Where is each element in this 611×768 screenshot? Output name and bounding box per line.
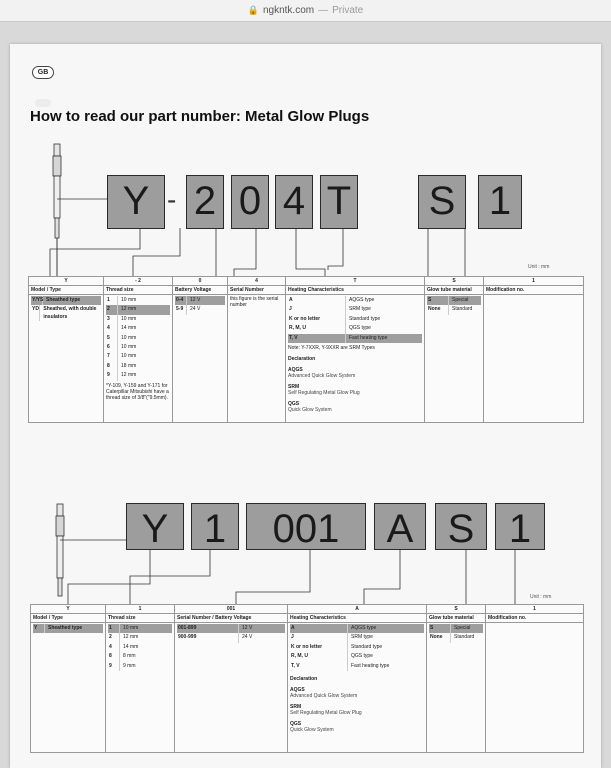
code-col-glow: S (425, 277, 484, 286)
serial-text: this figure is the serial number (230, 296, 279, 308)
part-letter-s2: S (435, 503, 487, 550)
decl-text: Quick Glow System (288, 406, 332, 413)
model-cell (29, 295, 104, 423)
code-col-heating: A (288, 605, 427, 614)
list-item: 9 12 mm (106, 371, 170, 380)
header-glow: Glow tube material (425, 286, 484, 295)
list-item: T, V Fast heating type (288, 334, 422, 343)
heating-cell (286, 295, 425, 423)
code-col-voltage: 0 (173, 277, 228, 286)
part-digit-1a: 1 (191, 503, 239, 550)
glow-cell (427, 623, 486, 753)
list-item: 5-9 24 V (175, 305, 225, 314)
decl-term: SRM (290, 703, 302, 710)
serial-cell (175, 623, 288, 753)
decl-text: Quick Glow System (290, 726, 334, 733)
list-item: 900-999 24 V (177, 633, 285, 642)
page-title: How to read our part number: Metal Glow Plugs (30, 108, 370, 125)
list-item: T, V Fast heating type (290, 662, 424, 671)
list-item: K or no letter Standard type (290, 643, 424, 652)
header-mod: Modification no. (486, 614, 584, 623)
list-item: 8 18 mm (106, 362, 170, 371)
header-model: Model / Type (31, 614, 106, 623)
mod-cell (484, 295, 584, 423)
thread-note: *Y-109, Y-159 and Y-171 for Caterpillar Mitsubishi have a thread size of 3/8"("9.5mm). (106, 382, 169, 401)
decl-term: SRM (288, 383, 300, 390)
model-cell (31, 623, 106, 753)
list-item: K or no letter Standard type (288, 315, 422, 324)
part-serial-001: 001 (246, 503, 366, 550)
decl-text: Self Regulating Metal Glow Plug (290, 709, 362, 716)
code-col-mod: 1 (486, 605, 584, 614)
part-letter-y: Y (107, 175, 165, 229)
part-letter-t: T (320, 175, 358, 229)
part-digit-2: 2 (186, 175, 224, 229)
header-heating: Heating Characteristics (288, 614, 427, 623)
code-col-serial: 001 (175, 605, 288, 614)
list-item: 8 8 mm (108, 652, 172, 661)
list-item: 2 12 mm (108, 633, 172, 642)
list-item: 4 14 mm (106, 324, 170, 333)
unit-label: Unit : mm (530, 594, 552, 600)
list-item: 3 10 mm (106, 315, 170, 324)
code-col-glow: S (427, 605, 486, 614)
list-item: 9 9 mm (108, 662, 172, 671)
code-col-thread: 1 (106, 605, 175, 614)
part-letter-a: A (374, 503, 426, 550)
list-item: 7 10 mm (106, 352, 170, 361)
list-item: Y Sheathed type (33, 624, 103, 633)
header-serial: Serial Number / Battery Voltage (175, 614, 288, 623)
header-heating: Heating Characteristics (286, 286, 425, 295)
decl-text: Advanced Quick Glow System (288, 372, 356, 379)
private-label: Private (332, 5, 364, 16)
list-item: 5 10 mm (106, 334, 170, 343)
declaration-heading: Declaration (290, 675, 318, 682)
list-item: YD Sheathed, with double insulators (32, 306, 97, 321)
unit-label: Unit : mm (528, 264, 550, 270)
part-dash: - (167, 184, 177, 215)
code-col-serial: 4 (228, 277, 286, 286)
part-letter-y2: Y (126, 503, 184, 550)
list-item: S Special (427, 296, 481, 305)
part-digit-1: 1 (478, 175, 522, 229)
heating-cell (288, 623, 427, 753)
list-item: S Special (429, 624, 483, 633)
list-item: J SRM type (290, 633, 424, 642)
header-voltage: Battery Voltage (173, 286, 228, 295)
part-letter-s: S (418, 175, 466, 229)
code-col-thread: - 2 (104, 277, 173, 286)
browser-address-bar[interactable] (0, 0, 611, 22)
list-item: A AQGS type (288, 296, 422, 305)
code-col-model: Y (31, 605, 106, 614)
part-digit-0: 0 (231, 175, 269, 229)
declaration-heading: Declaration (288, 355, 316, 362)
voltage-cell (173, 295, 228, 423)
header-model: Model / Type (29, 286, 104, 295)
list-item: 001-899 12 V (177, 624, 285, 633)
header-thread: Thread size (104, 286, 173, 295)
part-table-1 (28, 276, 584, 423)
thread-cell (104, 295, 173, 423)
private-sep: — (318, 5, 329, 16)
header-glow: Glow tube material (427, 614, 486, 623)
header-thread: Thread size (106, 614, 175, 623)
code-col-heating: T (286, 277, 425, 286)
decl-term: QGS (290, 720, 302, 727)
list-item: 1 10 mm (108, 624, 172, 633)
decl-term: QGS (288, 400, 300, 407)
host-name: ngkntk.com (262, 5, 315, 16)
decl-text: Advanced Quick Glow System (290, 692, 358, 699)
glow-cell (425, 295, 484, 423)
list-item: None Standard (427, 305, 481, 314)
part-digit-1b: 1 (495, 503, 545, 550)
list-item: A AQGS type (290, 624, 424, 633)
code-col-model: Y (29, 277, 104, 286)
list-item: 6 10 mm (106, 343, 170, 352)
serial-cell (228, 295, 286, 423)
decl-term: AQGS (290, 686, 305, 693)
list-item: 1 10 mm (106, 296, 170, 305)
decl-text: Self Regulating Metal Glow Plug (288, 389, 360, 396)
part-table-2 (30, 604, 584, 753)
list-item: 0-4 12 V (175, 296, 225, 305)
code-col-mod: 1 (484, 277, 584, 286)
mod-cell (486, 623, 584, 753)
header-serial: Serial Number (228, 286, 286, 295)
decl-term: AQGS (288, 366, 303, 373)
lock-icon: 🔒 (247, 5, 259, 15)
document-page (10, 44, 601, 768)
list-item: R, M, U QGS type (290, 652, 424, 661)
thread-cell (106, 623, 175, 753)
list-item: 2 12 mm (106, 305, 170, 314)
language-badge[interactable]: GB (32, 66, 54, 79)
heating-note: Note: Y-7XXR, Y-9XXR are SRM Types (288, 344, 375, 351)
list-item: J SRM type (288, 305, 422, 314)
header-mod: Modification no. (484, 286, 584, 295)
list-item: R, M, U QGS type (288, 324, 422, 333)
ngk-logo-mark (35, 99, 51, 107)
part-digit-4: 4 (275, 175, 313, 229)
list-item: None Standard (429, 633, 483, 642)
list-item: 4 14 mm (108, 643, 172, 652)
list-item: Y/YS Sheathed type (31, 296, 101, 305)
